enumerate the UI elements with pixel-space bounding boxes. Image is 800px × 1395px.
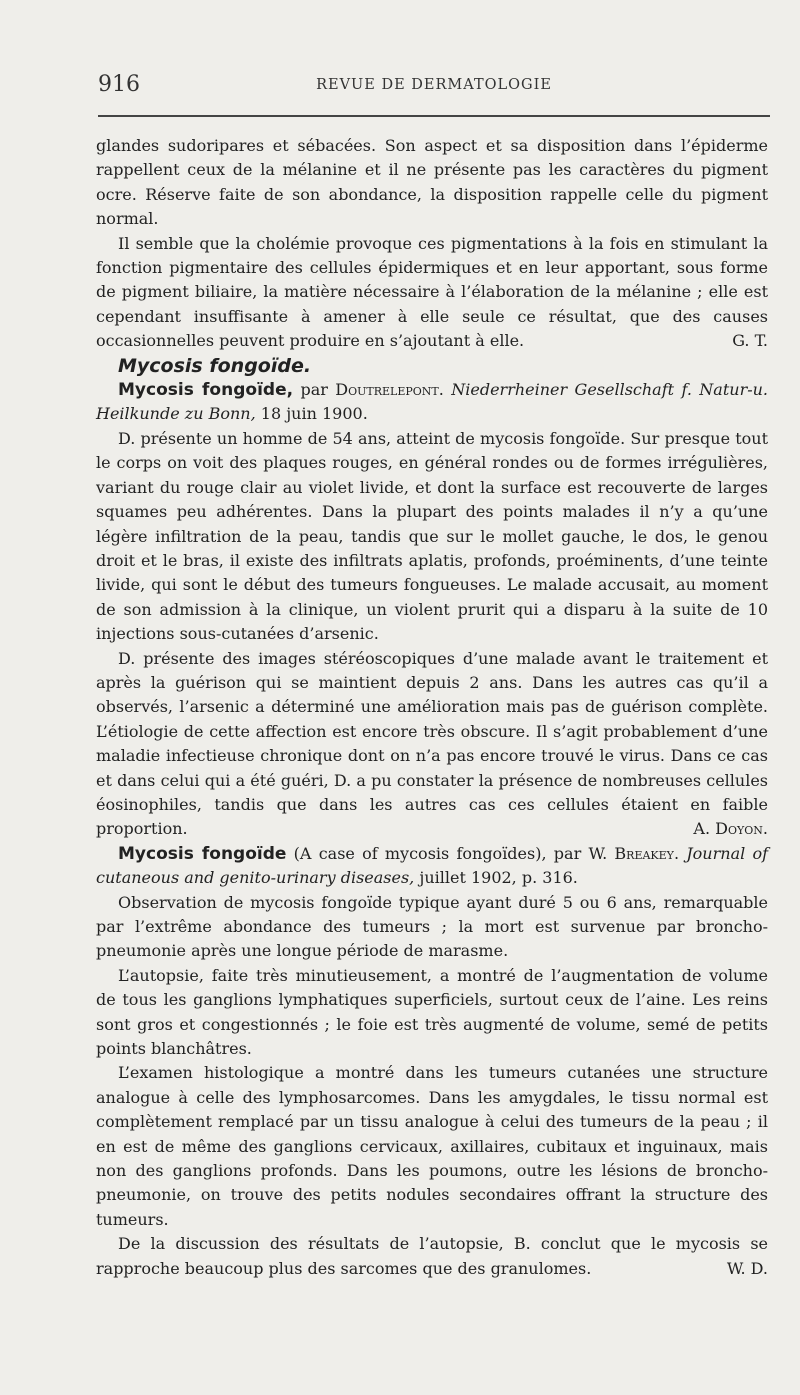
- paragraph-text: De la discussion des résultats de l’autopsie, B. conclut que le mycosis se rapproche beaucoup plus des sarcomes que des granulomes.: [96, 1234, 768, 1278]
- paragraph: L’examen histologique a montré dans les tumeurs cutanées une structure analogue à celle des lymphosarcomes. Dans les amygdales, le tissu normal est complètement remplacé par un tissu analogue à celui des tumeurs de la peau ; il en est de même des ganglions cervicaux, axillaires, cubitaux et inguinaux, mais non des ganglions profonds. Dans les poumons, outre les lésions de broncho-pneumonie, on trouve des petits nodules secondaires offrant la structure des tumeurs.: [96, 1063, 768, 1229]
- article-author: Breakey.: [614, 843, 680, 863]
- paragraph-text: Il semble que la cholémie provoque ces pigmentations à la fois en stimulant la fonction pigmentaire des cellules épidermiques et en leur apportant, sous forme de pigment biliaire, la matière nécessaire à l’élaboration de la mélanine ; elle est cependant insuffisante à amener à elle seule ce résultat, que des causes occasionnelles peuvent produire en s’ajoutant à elle.: [96, 233, 768, 351]
- page-body: [96, 134, 768, 1281]
- article-date: juillet 1902, p. 316.: [414, 868, 578, 888]
- signature: G. T.: [732, 331, 768, 351]
- paragraph: D. présente un homme de 54 ans, atteint de mycosis fongoïde. Sur presque tout le corps on voit des plaques rouges, en général rondes ou de formes irrégulières, variant du rouge clair au violet livide, et dont la surface est recouverte de larges squames peu adhérentes. Dans la plupart des points malades il n’y a qu’une légère infiltration de la peau, tandis que sur le mollet gauche, le dos, le genou droit et le bras, il existe des infiltrats aplatis, profonds, proéminents, d’une teinte livide, qui sont le début des tumeurs fongueuses. Le malade accusait, au moment de son admission à la clinique, un violent prurit qui a disparu à la suite de 10 injections sous-cutanées d’arsenic.: [96, 428, 768, 644]
- section-heading: Mycosis fongoïde.: [118, 354, 312, 377]
- article-author: Doutrelepont.: [335, 380, 444, 400]
- paragraph: [96, 647, 768, 842]
- article-source: Journal of cutaneous and genito-urinary diseases,: [96, 843, 769, 888]
- citation-text: (A case of mycosis fongoïdes), par W.: [286, 843, 615, 863]
- paragraph: [96, 1232, 768, 1281]
- page-header: [98, 72, 770, 102]
- article-title: Mycosis fongoïde,: [118, 380, 294, 401]
- article-citation: [96, 378, 768, 427]
- citation-text: par: [293, 380, 336, 400]
- signature: A. Doyon.: [693, 819, 768, 839]
- page-number: 916: [98, 72, 140, 97]
- header-rule: [98, 115, 770, 117]
- running-title: REVUE DE DERMATOLOGIE: [316, 77, 552, 93]
- article-citation: [96, 842, 768, 891]
- paragraph: Observation de mycosis fongoïde typique ayant duré 5 ou 6 ans, remarquable par l’extrême abondance des tumeurs ; la mort est survenue par broncho-pneumonie après une longue période de marasme.: [96, 892, 768, 961]
- paragraph: glandes sudoripares et sébacées. Son aspect et sa disposition dans l’épiderme rappellent ceux de la mélanine et il ne présente pas les caractères du pigment ocre. Réserve faite de son abondance, la disposition rappelle celle du pigment normal.: [96, 136, 768, 229]
- article-source: Niederrheiner Gesellschaft f. Natur-u. Heilkunde zu Bonn,: [96, 380, 769, 424]
- paragraph: L’autopsie, faite très minutieusement, a montré de l’augmentation de volume de tous les ganglions lymphatiques superficiels, surtout ceux de l’aine. Les reins sont gros et congestionnés ; le foie est très augmenté de volume, semé de petits points blanchâtres.: [96, 965, 768, 1059]
- article-title: Mycosis fongoïde: [118, 843, 287, 864]
- paragraph-text: D. présente des images stéréoscopiques d’une malade avant le traitement et après la guérison qui se maintient depuis 2 ans. Dans les autres cas qu’il a observés, l’arsenic a déterminé une amélioration mais pas de guérison complète. L’étiologie de cette affection est encore très obscure. Il s’agit probablement d’une maladie infectieuse chronique dont on n’a pas encore trouvé le virus. Dans ce cas et dans celui qui a été guéri, D. a pu constater la présence de nombreuses cellules éosinophiles, tandis que dans les autres cas ces cellules étaient en faible proportion.: [96, 648, 768, 839]
- paragraph: [96, 232, 768, 354]
- article-date: 18 juin 1900.: [255, 404, 368, 424]
- signature: W. D.: [726, 1258, 768, 1278]
